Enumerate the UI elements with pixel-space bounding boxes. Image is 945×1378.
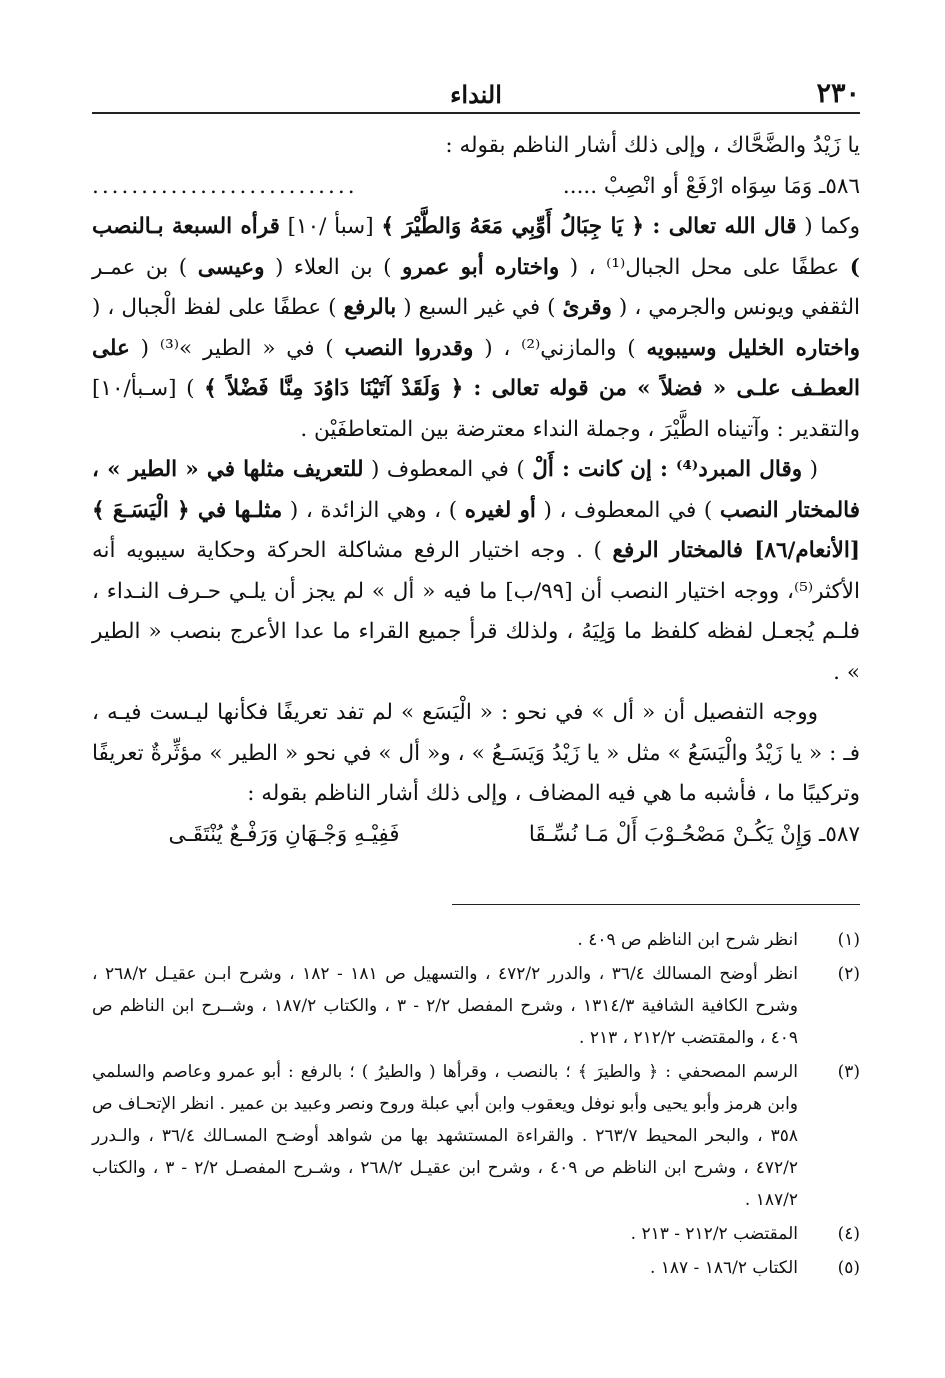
text-run: ( [802, 457, 818, 482]
verse-586 [92, 167, 860, 208]
footnote [92, 1056, 860, 1216]
bold-run: واختاره الخليل وسيبويه [646, 335, 861, 361]
bold-run: وقال المبرد⁽⁴⁾ : إن كانت : أَلْ [532, 457, 803, 482]
paragraph-3: ووجه التفصيل أن « أل » في نحو : « الْيَسَع » لم تفد تعريفًا فكأنها ليـست فيـه ، فـ : « يا زَيْدُ والْيَسَعُ » مثل « يا زَيْدُ وَيَسَـعُ » ، و« أل » في نحو « الطير » مؤثِّرةٌ تعريفًا وتركيبًا ما ، فأشبه ما هي فيه المضاف ، وإلى ذلك أشار الناظم بقوله : [92, 700, 860, 806]
footnote-text: انظر أوضح المسالك ٣٦/٤ ، والدرر ٤٧٢/٢ ، والتسهيل ص ١٨١ - ١٨٢ ، وشرح ابـن عقيـل ٢٦٨/٢ ، وشرح الكافية الشافية ١٣١٤/٣ ، وشرح المفصل ٢/٢ - ٣ ، والكتاب ١٨٧/٢ ، وشــرح ابن الناظم ص ٤٠٩ ، والمقتضب ٢١٢/٢ ، ٢١٣ . [92, 964, 799, 1048]
footnote-number: (٣) [837, 1062, 860, 1082]
verse-587 [92, 815, 860, 856]
footnote-text: انظر شرح ابن الناظم ص ٤٠٩ . [577, 930, 798, 950]
bold-run: وقدروا النصب [344, 335, 474, 361]
verse-587-second-hemistich: فَفِيْـهِ وَجْـهَانِ وَرَفْـعٌ يُنْتَقَـى [168, 821, 400, 847]
footnote-number: (٤) [837, 1224, 860, 1244]
text-run: ) والمازني⁽²⁾ ، ( [473, 335, 647, 361]
footnotes [92, 924, 860, 1286]
main-text [92, 126, 860, 855]
text-run: ) في المعطوف ، ( [535, 497, 720, 523]
bold-run: مثلـها في ﴿ الْيَسَـعَ ﴾ [الأنعام/٨٦] فالمختار الرفع [92, 497, 861, 563]
text-run: ) في « الطير »⁽³⁾ ( [129, 335, 345, 361]
bold-run: وقرئ [562, 295, 612, 320]
text-run: ) في غير السبع ( [396, 295, 563, 320]
bold-run: وعيسى [197, 254, 265, 280]
footnote-separator [452, 904, 860, 905]
footnote-text: المقتضب ٢١٢/٢ - ٢١٣ . [630, 1224, 798, 1244]
page-number: ٢٣٠ [816, 78, 860, 109]
verse-587-first-hemistich: ٥٨٧ـ وَإِنْ يَكُـنْ مَصْحُـوْبَ أَلْ مَـا نُسِّـقَا [528, 821, 860, 847]
footnote-number: (٥) [837, 1258, 860, 1278]
bold-run: قرأه السبعة بـالنصب ) [92, 214, 860, 280]
bold-run: أو لغيره [464, 497, 536, 523]
verse-586-dots: ........................... [92, 173, 358, 199]
bold-run: بالرفع [343, 295, 397, 320]
text-run: [سبأ /١٠] [279, 214, 382, 239]
verse-586-text: ٥٨٦ـ وَمَا سِوَاه ارْفَعْ أو انْصِبْ ..... [562, 173, 860, 199]
page-header [92, 78, 860, 114]
paragraph-1 [92, 207, 860, 450]
text-run: ) عطفًا على لفظ الْجبال ، ( [92, 295, 344, 320]
chapter-title: النداء [450, 80, 502, 109]
text-run: وكما ( [796, 214, 860, 239]
text-line: يا زَيْدُ والضَّحَّاك ، وإلى ذلك أشار الناظم بقوله : [445, 133, 860, 158]
text-run: ) [سـبأ/١٠] والتقدير : وآتيناه الطَّيْرَ ، وجملة النداء معترضة بين المتعاطفَيْن . [92, 376, 860, 442]
text-run: ) بن العلاء ( [264, 254, 402, 280]
bold-run: واختاره أبو عمرو [402, 254, 560, 280]
footnote-number: (٢) [837, 964, 860, 984]
bold-run: قال الله تعالى : ﴿ يَا جِبَالُ أَوِّبِي مَعَهُ وَالطَّيْرَ ﴾ [381, 214, 797, 239]
text-run: عطفًا على محل الجبال⁽¹⁾ ، ( [559, 254, 850, 280]
text-run: ) بن عمـر الثقفي ويونس والجرمي ، ( [92, 254, 860, 320]
footnote-number: (١) [837, 930, 860, 950]
footnote [92, 924, 860, 956]
text-run: ) . وجه اختيار الرفع مشاكلة الحركة وحكاية سيبويه أنه الأكثر⁽⁵⁾، ووجه اختيار النصب أن [٩٩/ب] ما فيه « أل » لم يجز أن يلـي حـرف النـداء ، فلـم يُجعـل لفظه كلفظ ما وَلِيَهُ ، ولذلك قرأ جميع القراء ما عدا الأعرج بنصب « الطير » . [92, 538, 860, 685]
footnote [92, 958, 860, 1054]
footnote-text: الكتاب ١٨٦/٢ - ١٨٧ . [649, 1258, 798, 1278]
text-run: ) ، وهي الزائدة ، ( [282, 497, 465, 523]
text-run: ) في المعطوف ( [363, 457, 533, 482]
footnote [92, 1218, 860, 1250]
footnote [92, 1252, 860, 1284]
paragraph-2 [92, 450, 860, 693]
footnote-text: الرسم المصحفي : ﴿ والطيرَ ﴾ ؛ بالنصب ، وقرأها ( والطيرُ ) ؛ بالرفع : أبو عمرو وعاصم والسلمي وابن هرمز وأبو يحيى وأبو نوفل ويعقوب وابن أبي عبلة وروح ونصر وعبيد بن عمير . انظر الإتحـاف ص ٣٥٨ ، والبحر المحيط ٢٦٣/٧ . والقراءة المستشهد بها من شواهد أوضـح المسـالك ٣٦/٤ ، والـدرر ٤٧٢/٢ ، وشرح ابن الناظم ص ٤٠٩ ، وشرح ابن عقيـل ٢٦٨/٢ ، وشـرح المفصـل ٢/٢ - ٣ ، والكتاب ١٨٧/٢ . [92, 1062, 798, 1210]
bold-run: للتعريف مثلها في « الطير » ، فالمختار النصب [92, 457, 860, 523]
bold-run: على العطـف علـى « فضلاً » من قوله تعالى : ﴿ وَلَقَدْ آتَيْنَا دَاوُدَ مِنَّا فَضْلاً ﴾ [92, 335, 860, 401]
